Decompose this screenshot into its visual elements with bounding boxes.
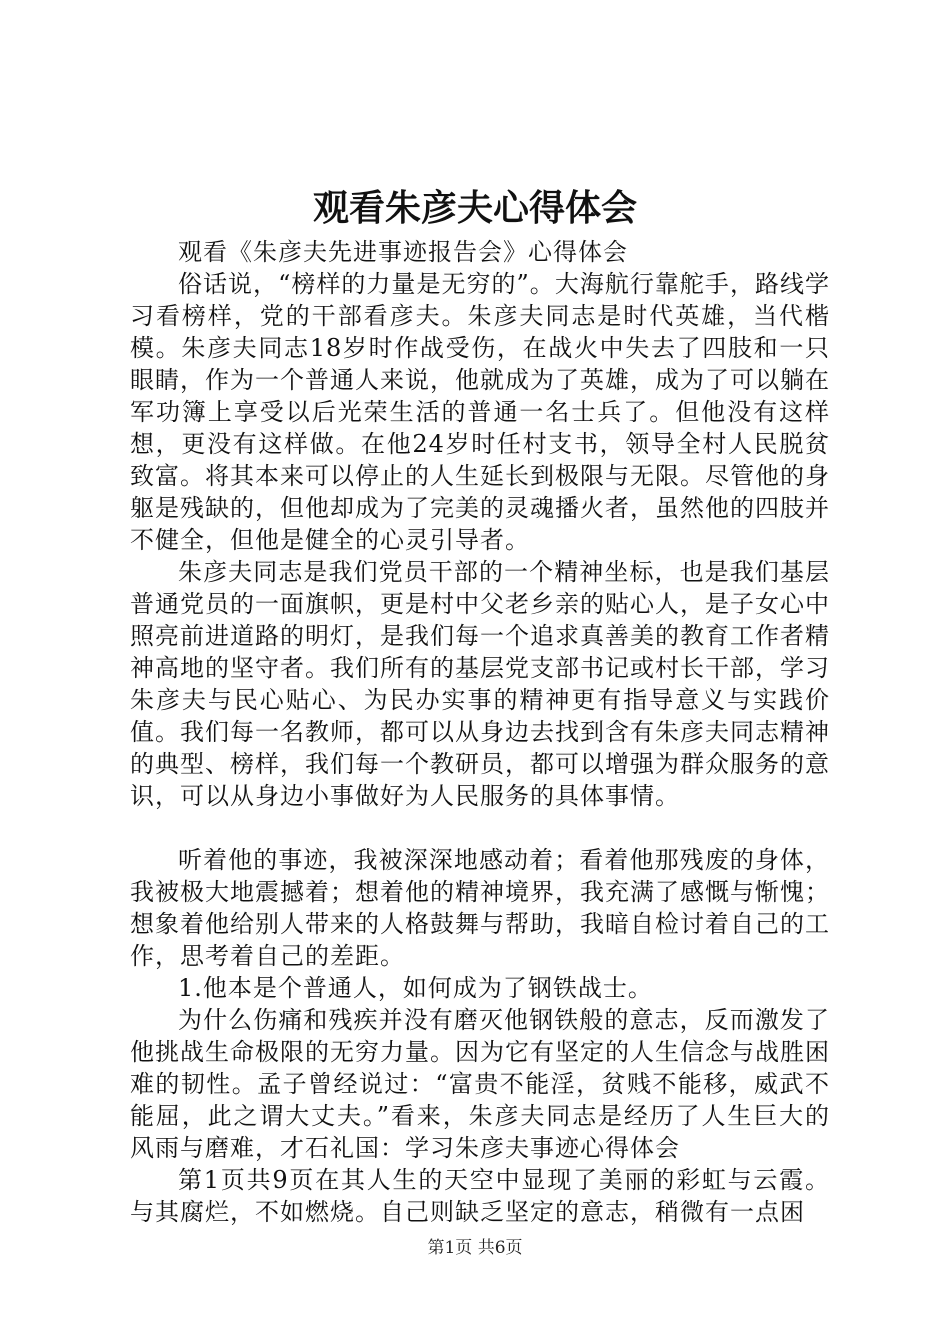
body-paragraph: 为什么伤痛和残疾并没有磨灭他钢铁般的意志，反而激发了他挑战生命极限的无穷力量。因为它有坚定的人生信念与战胜困难的韧性。孟子曾经说过：“富贵不能淫，贫贱不能移，威武不能屈，此之谓大丈夫。”看来，朱彦夫同志是经历了人生巨大的风雨与磨难，才石礼国：学习朱彦夫事迹心得体会 bbox=[130, 1006, 830, 1162]
page-footer: 第1页 共6页 bbox=[427, 1238, 523, 1258]
numbered-heading: 1.他本是个普通人，如何成为了钢铁战士。 bbox=[178, 974, 653, 1002]
body-paragraph: 朱彦夫同志是我们党员干部的一个精神坐标，也是我们基层普通党员的一面旗帜，更是村中父老乡亲的贴心人，是子女心中照亮前进道路的明灯，是我们每一个追求真善美的教育工作者精神高地的坚守者。我们所有的基层党支部书记或村长干部，学习朱彦夫与民心贴心、为民办实事的精神更有指导意义与实践价值。我们每一名教师，都可以从身边去找到含有朱彦夫同志精神的典型、榜样，我们每一个教研员，都可以增强为群众服务的意识，可以从身边小事做好为人民服务的具体事情。 bbox=[130, 558, 830, 810]
page-title: 观看朱彦夫心得体会 bbox=[312, 187, 637, 229]
body-paragraph: 第1页共9页在其人生的天空中显现了美丽的彩虹与云霞。与其腐烂，不如燃烧。自己则缺乏坚定的意志，稍微有一点困 bbox=[130, 1166, 830, 1226]
document-body bbox=[130, 236, 830, 1228]
body-paragraph: 听着他的事迹，我被深深地感动着；看着他那残废的身体，我被极大地震撼着；想着他的精神境界，我充满了感慨与惭愧；想象着他给别人带来的人格鼓舞与帮助，我暗自检讨着自己的工作，思考着自己的差距。 bbox=[130, 846, 830, 970]
subtitle-paragraph: 观看《朱彦夫先进事迹报告会》心得体会 bbox=[178, 238, 628, 266]
body-paragraph: 俗话说，“榜样的力量是无穷的”。大海航行靠舵手，路线学习看榜样，党的干部看彦夫。朱彦夫同志是时代英雄，当代楷模。朱彦夫同志18岁时作战受伤，在战火中失去了四肢和一只眼睛，作为一个普通人来说，他就成为了英雄，成为了可以躺在军功簿上享受以后光荣生活的普通一名士兵了。但他没有这样想，更没有这样做。在他24岁时任村支书，领导全村人民脱贫致富。将其本来可以停止的人生延长到极限与无限。尽管他的身躯是残缺的，但他却成为了完美的灵魂播火者，虽然他的四肢并不健全，但他是健全的心灵引导者。 bbox=[130, 270, 830, 554]
